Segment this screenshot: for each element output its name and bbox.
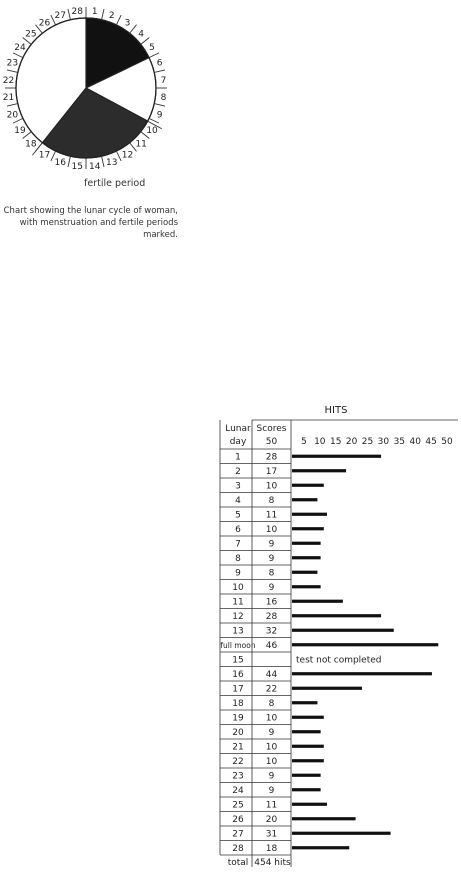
hit-bar — [292, 513, 327, 516]
row-score: 8 — [268, 495, 275, 506]
row-day-label: 19 — [232, 713, 244, 724]
row-day-label: 1 — [235, 452, 241, 463]
cycle-day-number: 4 — [138, 29, 145, 40]
hit-bar — [292, 643, 438, 646]
hit-bar — [292, 687, 362, 690]
x-tick-label: 30 — [377, 437, 390, 447]
row-score: 44 — [265, 669, 278, 680]
caption-line: with menstruation and fertile periods — [19, 218, 178, 228]
x-tick-label: 35 — [393, 437, 406, 447]
row-score: 28 — [265, 452, 278, 463]
cycle-day-number: 16 — [54, 158, 66, 169]
cycle-day-number: 3 — [124, 18, 131, 29]
row-score: 10 — [265, 742, 278, 753]
row-day-label: 18 — [232, 698, 244, 709]
col-header-scores: Scores — [256, 424, 287, 434]
row-day-label: 6 — [235, 524, 241, 535]
hit-bar — [292, 846, 349, 849]
hit-bar — [292, 498, 317, 501]
row-day-label: 11 — [232, 597, 244, 608]
hit-bar — [292, 716, 324, 719]
row-day-label: 7 — [235, 539, 241, 550]
hit-bar — [292, 803, 327, 806]
hit-bar — [292, 817, 356, 820]
row-score: 9 — [268, 582, 275, 593]
hit-bar — [292, 774, 321, 777]
col-header-day: day — [229, 437, 247, 447]
caption-line: marked. — [143, 230, 178, 240]
x-tick-label: 25 — [361, 437, 374, 447]
hit-bar — [292, 730, 321, 733]
row-score: 18 — [265, 843, 278, 854]
cycle-day-number: 13 — [106, 158, 118, 169]
row-day-label: 3 — [235, 481, 241, 492]
hit-bar — [292, 585, 321, 588]
cycle-day-number: 26 — [38, 18, 51, 29]
cycle-day-number: 21 — [2, 93, 15, 104]
x-tick-label: 15 — [329, 437, 342, 447]
row-score: 9 — [268, 727, 275, 738]
row-day-label: 2 — [235, 466, 241, 477]
row-score: 9 — [268, 785, 275, 796]
row-day-label: 17 — [232, 684, 244, 695]
cycle-day-number: 6 — [156, 58, 163, 69]
row-day-label: 15 — [232, 655, 244, 666]
x-tick-label: 10 — [314, 437, 326, 447]
row-day-label: 5 — [235, 510, 241, 521]
row-score: 17 — [265, 466, 278, 477]
row-day-label: 25 — [232, 800, 244, 811]
hit-bar — [292, 542, 321, 545]
col-header-max: 50 — [265, 437, 278, 447]
row-day-label: 28 — [232, 843, 244, 854]
total-value: 454 hits — [254, 858, 291, 868]
row-day-label: 23 — [232, 771, 244, 782]
x-tick-label: 5 — [301, 437, 307, 447]
row-day-label: 9 — [235, 568, 241, 579]
cycle-day-number: 17 — [38, 150, 51, 161]
x-tick-label: 40 — [409, 437, 421, 447]
caption-line: Chart showing the lunar cycle of woman, — [3, 206, 178, 216]
row-score: 11 — [265, 800, 278, 811]
row-day-label: 10 — [232, 582, 244, 593]
row-score: 20 — [265, 814, 278, 825]
row-day-label: 12 — [232, 611, 244, 622]
cycle-day-number: 18 — [25, 139, 37, 150]
hit-bar — [292, 469, 346, 472]
row-score: 8 — [268, 568, 275, 579]
cycle-day-number: 20 — [6, 110, 19, 121]
row-note: test not completed — [296, 655, 382, 666]
row-score: 28 — [265, 611, 278, 622]
row-day-label: 24 — [232, 785, 244, 796]
row-score: 9 — [268, 553, 275, 564]
cycle-day-number: 5 — [149, 43, 155, 54]
cycle-day-number: 23 — [6, 58, 19, 69]
x-tick-label: 50 — [441, 437, 453, 447]
cycle-day-number: 8 — [160, 93, 167, 104]
cycle-day-number: 2 — [108, 10, 115, 21]
x-tick-label: 20 — [345, 437, 358, 447]
row-day-label: 27 — [232, 829, 244, 840]
col-header-lunar: Lunar — [225, 424, 251, 434]
row-score: 22 — [265, 684, 278, 695]
hit-bar — [292, 571, 317, 574]
row-score: 9 — [268, 539, 275, 550]
row-score: 10 — [265, 524, 278, 535]
cycle-day-number: 27 — [54, 10, 66, 21]
cycle-day-number: 10 — [146, 125, 158, 136]
hit-bar — [292, 614, 381, 617]
chart-title: HITS — [324, 405, 348, 416]
row-score: 11 — [265, 510, 278, 521]
cycle-day-number: 7 — [160, 75, 167, 86]
row-day-label: 20 — [232, 727, 244, 738]
hit-bar — [292, 701, 317, 704]
cycle-day-number: 14 — [89, 162, 101, 173]
cycle-day-number: 12 — [121, 150, 134, 161]
hit-bar — [292, 759, 324, 762]
row-score: 9 — [268, 771, 275, 782]
cycle-day-number: 1 — [91, 6, 98, 17]
cycle-day-number: 22 — [2, 75, 15, 86]
cycle-day-number: 25 — [25, 29, 37, 40]
hit-bar — [292, 556, 321, 559]
row-score: 10 — [265, 713, 278, 724]
cycle-day-number: 15 — [71, 162, 83, 173]
hit-bar — [292, 672, 432, 675]
row-score: 31 — [265, 829, 278, 840]
row-day-label: 8 — [235, 553, 241, 564]
row-day-label: 4 — [235, 495, 241, 506]
cycle-day-number: 9 — [156, 110, 163, 121]
fertile-period-label: fertile period — [84, 178, 146, 189]
row-day-label: 22 — [232, 756, 244, 767]
row-score: 8 — [268, 698, 275, 709]
row-score: 16 — [265, 597, 278, 608]
cycle-day-number: 24 — [14, 43, 26, 54]
row-day-label: 26 — [232, 814, 244, 825]
row-day-label: 21 — [232, 742, 244, 753]
hit-bar — [292, 788, 321, 791]
cycle-day-number: 28 — [71, 6, 83, 17]
total-label: total — [227, 858, 249, 868]
row-score: 46 — [265, 640, 278, 651]
row-score: 10 — [265, 756, 278, 767]
row-day-label: 13 — [232, 626, 244, 637]
hit-bar — [292, 629, 394, 632]
row-day-label: 16 — [232, 669, 244, 680]
hit-bar — [292, 832, 391, 835]
hit-bar — [292, 484, 324, 487]
cycle-day-number: 19 — [14, 125, 26, 136]
cycle-day-number: 11 — [135, 139, 147, 150]
row-day-label: full moon — [220, 640, 256, 650]
hit-bar — [292, 745, 324, 748]
hit-bar — [292, 455, 381, 458]
row-score: 10 — [265, 481, 278, 492]
hit-bar — [292, 527, 324, 530]
hit-bar — [292, 600, 343, 603]
row-score: 32 — [265, 626, 278, 637]
x-tick-label: 45 — [425, 437, 437, 447]
